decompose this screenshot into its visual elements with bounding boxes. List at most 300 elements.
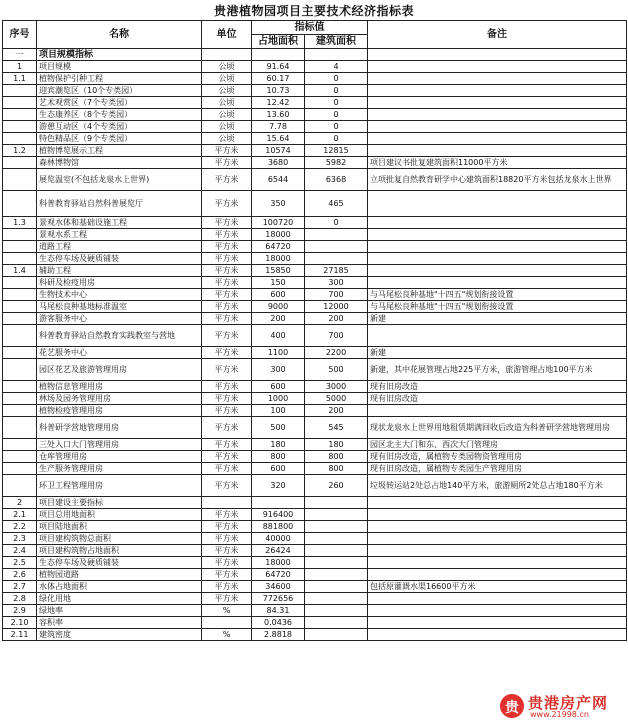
header-remark: 备注	[368, 21, 627, 49]
cell-name: 建筑密度	[37, 629, 202, 641]
cell-no: 2	[3, 497, 37, 509]
cell-land-area: 84.31	[252, 605, 305, 617]
cell-remark: 现有旧房改造	[368, 393, 627, 405]
cell-unit: 平方米	[202, 169, 252, 191]
cell-building-area	[305, 497, 368, 509]
cell-land-area: 600	[252, 381, 305, 393]
table-row	[3, 393, 627, 405]
cell-name: 科普研学营地管理用房	[37, 417, 202, 439]
cell-no: 2.8	[3, 593, 37, 605]
indicator-sheet	[2, 2, 626, 641]
cell-name: 植物博览展示工程	[37, 145, 202, 157]
cell-land-area: 500	[252, 417, 305, 439]
cell-no	[3, 157, 37, 169]
cell-no	[3, 109, 37, 121]
cell-no: 2.10	[3, 617, 37, 629]
cell-no: 2.6	[3, 569, 37, 581]
cell-unit	[202, 617, 252, 629]
cell-name: 项目规模	[37, 61, 202, 73]
cell-remark	[368, 61, 627, 73]
cell-building-area	[305, 545, 368, 557]
cell-unit: 公顷	[202, 97, 252, 109]
cell-no: 2.9	[3, 605, 37, 617]
cell-land-area: 800	[252, 451, 305, 463]
cell-unit	[202, 497, 252, 509]
cell-name: 项目建构筑物占地面积	[37, 545, 202, 557]
cell-unit: 平方米	[202, 451, 252, 463]
cell-remark: 与马尾松良种基地"十四五"规划衔接设置	[368, 289, 627, 301]
table-row	[3, 157, 627, 169]
cell-building-area: 260	[305, 475, 368, 497]
cell-unit: 平方米	[202, 325, 252, 347]
cell-no: 2.2	[3, 521, 37, 533]
table-row	[3, 85, 627, 97]
cell-building-area: 0	[305, 85, 368, 97]
cell-land-area: 18000	[252, 557, 305, 569]
cell-land-area: 2.8818	[252, 629, 305, 641]
cell-land-area: 100	[252, 405, 305, 417]
cell-building-area: 700	[305, 289, 368, 301]
cell-name: 森林博物馆	[37, 157, 202, 169]
cell-remark	[368, 133, 627, 145]
cell-building-area: 0	[305, 121, 368, 133]
cell-name: 项目总用地面积	[37, 509, 202, 521]
cell-name: 特色精品区（9个专类园）	[37, 133, 202, 145]
cell-land-area: 150	[252, 277, 305, 289]
cell-building-area: 0	[305, 133, 368, 145]
cell-remark	[368, 145, 627, 157]
cell-unit: 平方米	[202, 593, 252, 605]
table-row	[3, 451, 627, 463]
cell-no	[3, 191, 37, 217]
cell-building-area: 2200	[305, 347, 368, 359]
cell-name: 艺术观赏区（7个专类园）	[37, 97, 202, 109]
cell-unit: 平方米	[202, 157, 252, 169]
cell-name: 生物技术中心	[37, 289, 202, 301]
table-row	[3, 581, 627, 593]
cell-name: 项目建构筑物总面积	[37, 533, 202, 545]
table-row	[3, 191, 627, 217]
cell-remark	[368, 605, 627, 617]
cell-no	[3, 133, 37, 145]
cell-remark	[368, 73, 627, 85]
cell-remark: 现有旧房改造，属植物专类园生产管理用房	[368, 463, 627, 475]
cell-unit: 公顷	[202, 73, 252, 85]
cell-remark: 现状龙泉水上世界用地租赁期满回收后改造为科普研学营地管理用房	[368, 417, 627, 439]
cell-remark	[368, 569, 627, 581]
cell-unit: 平方米	[202, 289, 252, 301]
cell-unit: 平方米	[202, 417, 252, 439]
table-row	[3, 133, 627, 145]
cell-building-area	[305, 49, 368, 61]
cell-unit: 平方米	[202, 301, 252, 313]
cell-land-area: 15.64	[252, 133, 305, 145]
cell-unit: 平方米	[202, 191, 252, 217]
cell-unit: 平方米	[202, 381, 252, 393]
table-row	[3, 381, 627, 393]
cell-building-area: 0	[305, 73, 368, 85]
cell-building-area	[305, 533, 368, 545]
cell-no	[3, 381, 37, 393]
cell-building-area: 27185	[305, 265, 368, 277]
cell-remark	[368, 277, 627, 289]
cell-remark	[368, 557, 627, 569]
header-name: 名称	[37, 21, 202, 49]
cell-land-area: 10.73	[252, 85, 305, 97]
cell-land-area	[252, 49, 305, 61]
cell-remark: 新建	[368, 313, 627, 325]
logo-mark-icon: 贵	[500, 694, 524, 718]
cell-name: 生态康养区（8个专类园）	[37, 109, 202, 121]
table-row	[3, 347, 627, 359]
cell-name: 植物园道路	[37, 569, 202, 581]
cell-land-area: 64720	[252, 241, 305, 253]
table-row	[3, 109, 627, 121]
cell-land-area: 1000	[252, 393, 305, 405]
cell-name: 植物检疫管理用房	[37, 405, 202, 417]
cell-unit: 平方米	[202, 277, 252, 289]
cell-unit: %	[202, 629, 252, 641]
cell-unit: 平方米	[202, 217, 252, 229]
cell-unit: %	[202, 605, 252, 617]
table-row	[3, 289, 627, 301]
table-row	[3, 475, 627, 497]
cell-unit: 公顷	[202, 109, 252, 121]
cell-unit: 公顷	[202, 85, 252, 97]
table-row	[3, 217, 627, 229]
cell-land-area	[252, 497, 305, 509]
table-row	[3, 73, 627, 85]
cell-remark: 项目建议书批复建筑面积11000平方米	[368, 157, 627, 169]
table-row	[3, 169, 627, 191]
table-row	[3, 557, 627, 569]
cell-name: 仓库管理用房	[37, 451, 202, 463]
cell-building-area: 6368	[305, 169, 368, 191]
cell-unit: 平方米	[202, 359, 252, 381]
cell-remark	[368, 241, 627, 253]
cell-remark	[368, 229, 627, 241]
cell-no	[3, 301, 37, 313]
cell-building-area	[305, 629, 368, 641]
cell-name: 绿地率	[37, 605, 202, 617]
cell-land-area: 64720	[252, 569, 305, 581]
cell-building-area	[305, 241, 368, 253]
cell-land-area: 18000	[252, 253, 305, 265]
cell-land-area: 6544	[252, 169, 305, 191]
cell-no: 2.5	[3, 557, 37, 569]
cell-name: 生态停车场及硬质铺装	[37, 253, 202, 265]
cell-no	[3, 347, 37, 359]
cell-remark: 与马尾松良种基地"十四五"规划衔接设置	[368, 301, 627, 313]
cell-land-area: 40000	[252, 533, 305, 545]
table-row	[3, 253, 627, 265]
cell-no	[3, 405, 37, 417]
cell-building-area	[305, 521, 368, 533]
cell-unit: 平方米	[202, 347, 252, 359]
cell-remark: 现有旧房改造	[368, 381, 627, 393]
cell-name: 植物信息管理用房	[37, 381, 202, 393]
cell-land-area: 881800	[252, 521, 305, 533]
cell-remark	[368, 617, 627, 629]
cell-building-area: 12000	[305, 301, 368, 313]
cell-remark	[368, 533, 627, 545]
cell-name: 游客服务中心	[37, 313, 202, 325]
table-row	[3, 241, 627, 253]
cell-no: 2.7	[3, 581, 37, 593]
cell-remark	[368, 121, 627, 133]
cell-building-area: 5982	[305, 157, 368, 169]
cell-name: 绿化用地	[37, 593, 202, 605]
cell-remark	[368, 253, 627, 265]
cell-name: 展览温室(不包括龙泉水上世界)	[37, 169, 202, 191]
cell-building-area: 500	[305, 359, 368, 381]
cell-remark	[368, 109, 627, 121]
cell-unit: 平方米	[202, 557, 252, 569]
cell-no: 一	[3, 49, 37, 61]
table-row	[3, 97, 627, 109]
cell-unit: 平方米	[202, 241, 252, 253]
cell-no: 2.4	[3, 545, 37, 557]
cell-remark	[368, 521, 627, 533]
cell-unit: 平方米	[202, 545, 252, 557]
cell-name: 花艺服务中心	[37, 347, 202, 359]
cell-remark	[368, 97, 627, 109]
table-row	[3, 463, 627, 475]
sheet-title: 贵港植物园项目主要技术经济指标表	[213, 4, 414, 18]
cell-name: 景观水系工程	[37, 229, 202, 241]
cell-remark: 园区北主大门和东、西次大门管理房	[368, 439, 627, 451]
table-body	[3, 49, 627, 641]
cell-building-area: 545	[305, 417, 368, 439]
table-row	[3, 121, 627, 133]
cell-name: 三处入口大门管理用房	[37, 439, 202, 451]
cell-land-area: 200	[252, 313, 305, 325]
cell-building-area	[305, 569, 368, 581]
cell-remark	[368, 191, 627, 217]
cell-building-area: 0	[305, 109, 368, 121]
cell-land-area: 100720	[252, 217, 305, 229]
header-unit: 单位	[202, 21, 252, 49]
cell-land-area: 15850	[252, 265, 305, 277]
cell-no	[3, 463, 37, 475]
cell-no	[3, 313, 37, 325]
cell-remark	[368, 217, 627, 229]
cell-land-area: 772656	[252, 593, 305, 605]
cell-land-area: 180	[252, 439, 305, 451]
cell-no	[3, 451, 37, 463]
cell-land-area: 320	[252, 475, 305, 497]
table-row	[3, 509, 627, 521]
cell-building-area: 800	[305, 463, 368, 475]
table-row	[3, 533, 627, 545]
cell-no	[3, 289, 37, 301]
cell-no	[3, 169, 37, 191]
cell-unit	[202, 49, 252, 61]
cell-land-area: 18000	[252, 229, 305, 241]
cell-land-area: 1100	[252, 347, 305, 359]
cell-name: 道路工程	[37, 241, 202, 253]
table-row	[3, 359, 627, 381]
cell-no	[3, 85, 37, 97]
cell-building-area	[305, 229, 368, 241]
cell-unit: 平方米	[202, 521, 252, 533]
table-row	[3, 277, 627, 289]
cell-remark	[368, 629, 627, 641]
cell-unit: 平方米	[202, 475, 252, 497]
cell-remark	[368, 405, 627, 417]
cell-name: 项目陆地面积	[37, 521, 202, 533]
cell-building-area: 700	[305, 325, 368, 347]
cell-unit: 平方米	[202, 463, 252, 475]
cell-building-area: 800	[305, 451, 368, 463]
cell-remark	[368, 593, 627, 605]
cell-building-area	[305, 581, 368, 593]
cell-name: 环卫工程管理用房	[37, 475, 202, 497]
cell-name: 科研及检疫用房	[37, 277, 202, 289]
cell-name: 林场及园务管理用房	[37, 393, 202, 405]
cell-building-area	[305, 605, 368, 617]
cell-name: 园区花艺及旅游管理用房	[37, 359, 202, 381]
cell-building-area: 12815	[305, 145, 368, 157]
cell-remark: 立项批复自然教育研学中心建筑面积18820平方米包括龙泉水上世界	[368, 169, 627, 191]
logo-url: www.21998.cn	[530, 710, 589, 719]
cell-remark	[368, 545, 627, 557]
cell-no	[3, 229, 37, 241]
cell-no	[3, 325, 37, 347]
header-no: 序号	[3, 21, 37, 49]
cell-land-area: 300	[252, 359, 305, 381]
cell-land-area: 7.78	[252, 121, 305, 133]
cell-land-area: 13.60	[252, 109, 305, 121]
cell-building-area	[305, 617, 368, 629]
cell-unit: 平方米	[202, 229, 252, 241]
cell-name: 植物保护引种工程	[37, 73, 202, 85]
table-row	[3, 439, 627, 451]
cell-building-area: 5000	[305, 393, 368, 405]
cell-land-area: 9000	[252, 301, 305, 313]
cell-unit: 平方米	[202, 145, 252, 157]
cell-remark	[368, 265, 627, 277]
header-building-area: 建筑面积	[305, 35, 368, 49]
cell-land-area: 91.64	[252, 61, 305, 73]
cell-land-area: 12.42	[252, 97, 305, 109]
cell-no: 1.3	[3, 217, 37, 229]
cell-no	[3, 277, 37, 289]
table-row	[3, 61, 627, 73]
cell-no	[3, 359, 37, 381]
cell-building-area: 300	[305, 277, 368, 289]
cell-no	[3, 121, 37, 133]
cell-no: 2.3	[3, 533, 37, 545]
cell-unit: 公顷	[202, 133, 252, 145]
logo-name: 贵港房产网	[528, 694, 609, 712]
cell-land-area: 400	[252, 325, 305, 347]
cell-building-area	[305, 593, 368, 605]
cell-remark	[368, 325, 627, 347]
cell-unit: 平方米	[202, 581, 252, 593]
table-row	[3, 605, 627, 617]
cell-remark: 垃圾转运站2处总占地140平方米，旅游厕所2处总占地180平方米	[368, 475, 627, 497]
cell-building-area	[305, 557, 368, 569]
header-row	[3, 21, 627, 35]
cell-remark: 新建，其中花展管理占地225平方米，旅游管理占地100平方米	[368, 359, 627, 381]
cell-no: 1.4	[3, 265, 37, 277]
cell-building-area: 200	[305, 313, 368, 325]
cell-unit: 平方米	[202, 265, 252, 277]
cell-name: 迎宾潮览区（10个专类园）	[37, 85, 202, 97]
table-row	[3, 521, 627, 533]
cell-no	[3, 475, 37, 497]
cell-building-area: 180	[305, 439, 368, 451]
header-land-area: 占地面积	[252, 35, 305, 49]
cell-no	[3, 97, 37, 109]
header-indicator: 指标值	[252, 21, 368, 35]
indicator-table	[2, 20, 627, 641]
cell-land-area: 3680	[252, 157, 305, 169]
cell-name: 容积率	[37, 617, 202, 629]
cell-no	[3, 393, 37, 405]
cell-building-area: 200	[305, 405, 368, 417]
cell-unit: 平方米	[202, 313, 252, 325]
cell-unit: 平方米	[202, 393, 252, 405]
cell-unit: 平方米	[202, 253, 252, 265]
cell-land-area: 34600	[252, 581, 305, 593]
cell-no: 2.11	[3, 629, 37, 641]
cell-name: 项目建设主要指标	[37, 497, 202, 509]
cell-no: 1.2	[3, 145, 37, 157]
cell-no: 1.1	[3, 73, 37, 85]
cell-remark	[368, 49, 627, 61]
cell-remark	[368, 509, 627, 521]
cell-name: 马尾松良种基地标准温室	[37, 301, 202, 313]
cell-land-area: 60.17	[252, 73, 305, 85]
cell-remark: 包括原灌溉水渠16600平方米	[368, 581, 627, 593]
cell-land-area: 600	[252, 463, 305, 475]
table-row	[3, 301, 627, 313]
cell-name: 生产服务管理用房	[37, 463, 202, 475]
cell-building-area	[305, 253, 368, 265]
cell-unit: 平方米	[202, 439, 252, 451]
cell-name: 水体占地面积	[37, 581, 202, 593]
cell-no	[3, 439, 37, 451]
cell-name: 景观水体和基础设施工程	[37, 217, 202, 229]
table-row	[3, 497, 627, 509]
table-row	[3, 405, 627, 417]
cell-land-area: 10574	[252, 145, 305, 157]
table-row	[3, 545, 627, 557]
table-row	[3, 265, 627, 277]
cell-remark	[368, 85, 627, 97]
cell-unit: 公顷	[202, 61, 252, 73]
cell-land-area: 916400	[252, 509, 305, 521]
table-row	[3, 417, 627, 439]
cell-building-area: 4	[305, 61, 368, 73]
table-row	[3, 569, 627, 581]
table-row	[3, 313, 627, 325]
table-row	[3, 229, 627, 241]
cell-no: 1	[3, 61, 37, 73]
cell-name: 生态停车场及硬质铺装	[37, 557, 202, 569]
cell-land-area: 26424	[252, 545, 305, 557]
cell-unit: 公顷	[202, 121, 252, 133]
cell-building-area: 0	[305, 217, 368, 229]
cell-no	[3, 417, 37, 439]
cell-unit: 平方米	[202, 569, 252, 581]
table-row	[3, 617, 627, 629]
cell-remark: 现有旧房改造，属植物专类园物资管理用房	[368, 451, 627, 463]
cell-name: 项目规模指标	[37, 49, 202, 61]
cell-remark	[368, 497, 627, 509]
